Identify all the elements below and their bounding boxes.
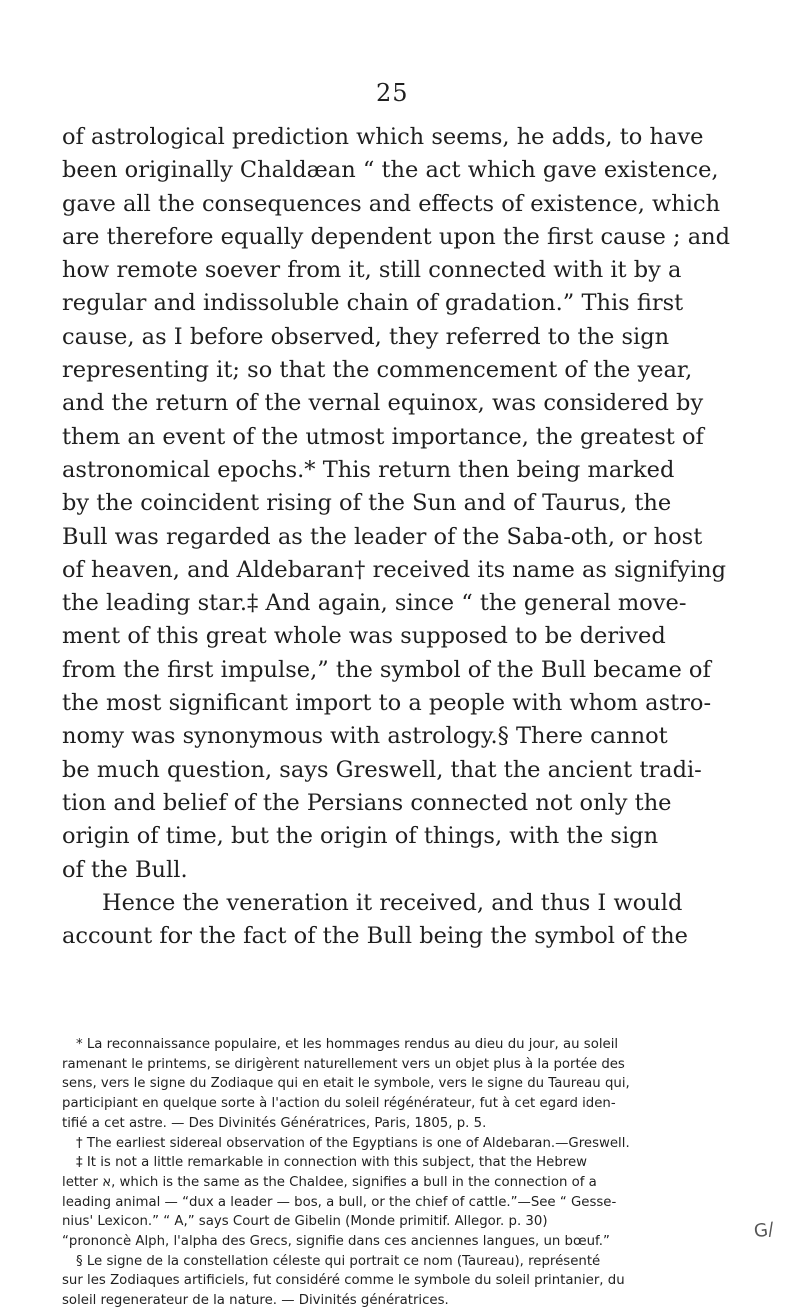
text-line: gave all the consequences and effects of existence, which (62, 190, 721, 217)
text-line: representing it; so that the commencement of the year, (62, 357, 693, 384)
footnote-line: tifié a cet astre. — Des Divinités Génératrices, Paris, 1805, p. 5. (62, 1115, 487, 1131)
footnote-line: nius' Lexicon.” “ A,” says Court de Gibelin (Monde primitif. Allegor. p. 30) (62, 1214, 548, 1230)
text-line: by the coincident rising of the Sun and of Taurus, the (62, 490, 672, 517)
footnote-line: sens, vers le signe du Zodiaque qui en etait le symbole, vers le signe du Taureau qui, (62, 1076, 630, 1092)
text-line: how remote soever from it, still connected with it by a (62, 257, 682, 284)
text-line: from the first impulse,” the symbol of the Bull became of (62, 656, 711, 683)
text-line: been originally Chaldæan “ the act which gave existence, (62, 157, 719, 184)
text-line: ment of this great whole was supposed to be derived (62, 623, 666, 650)
text-line: of the Bull. (62, 856, 188, 883)
text-line: the most significant import to a people with whom astro- (62, 690, 712, 717)
text-line: astronomical epochs.* This return then being marked (62, 456, 675, 483)
footnotes (62, 1035, 742, 1311)
footnote-line: § Le signe de la constellation céleste qui portrait ce nom (Taureau), représenté (76, 1253, 601, 1269)
text-line: of heaven, and Aldebaran† received its name as signifying (62, 556, 727, 583)
text-line: cause, as I before observed, they referred to the sign (62, 323, 670, 350)
text-line: the leading star.‡ And again, since “ the general move- (62, 590, 687, 617)
text-line: are therefore equally dependent upon the first cause ; and (62, 223, 731, 250)
footnote-line: † The earliest sidereal observation of the Egyptians is one of Aldebaran.—Greswell. (76, 1135, 630, 1151)
text-line: origin of time, but the origin of things, with the sign (62, 823, 659, 850)
text-line: account for the fact of the Bull being the symbol of the (62, 923, 688, 950)
text-line: them an event of the utmost importance, the greatest of (62, 423, 704, 450)
text-line: and the return of the vernal equinox, was considered by (62, 390, 704, 417)
text-line: Hence the veneration it received, and thus I would (102, 889, 683, 916)
text-line: tion and belief of the Persians connected not only the (62, 789, 672, 816)
footnote-line: ramenant le printems, se dirigèrent naturellement vers un objet plus à la portée des (62, 1056, 625, 1072)
main-text (62, 121, 732, 953)
footnote-line: “prononcè Alph, l'alpha des Grecs, signifie dans ces anciennes langues, un bœuf.” (62, 1234, 610, 1250)
text-line: nomy was synonymous with astrology.§ There cannot (62, 723, 668, 750)
page-number: 25 (376, 79, 409, 107)
footnote-line: sur les Zodiaques artificiels, fut considéré comme le symbole du soleil printanier, du (62, 1273, 625, 1289)
footnote-line: leading animal — “dux a leader — bos, a bull, or the chief of cattle.”—See “ Gesse- (62, 1194, 617, 1210)
footnote-line: letter א, which is the same as the Chaldee, signifies a bull in the connection of a (62, 1174, 597, 1190)
footnote-line: soleil regenerateur de la nature. — Divinités génératrices. (62, 1293, 449, 1309)
footnote-line: * La reconnaissance populaire, et les hommages rendus au dieu du jour, au soleil (76, 1037, 619, 1052)
footnote-line: ‡ It is not a little remarkable in connection with this subject, that the Hebrew (76, 1155, 588, 1171)
text-line: of astrological prediction which seems, he adds, to have (62, 124, 704, 150)
handwritten-margin-note: G/ (752, 1218, 776, 1243)
text-line: Bull was regarded as the leader of the Saba-oth, or host (62, 523, 703, 550)
footnote-line: participiant en quelque sorte à l'action du soleil régénérateur, fut à cet egard iden- (62, 1096, 616, 1112)
text-line: regular and indissoluble chain of gradation.” This first (62, 290, 684, 317)
text-line: be much question, says Greswell, that the ancient tradi- (62, 756, 702, 783)
